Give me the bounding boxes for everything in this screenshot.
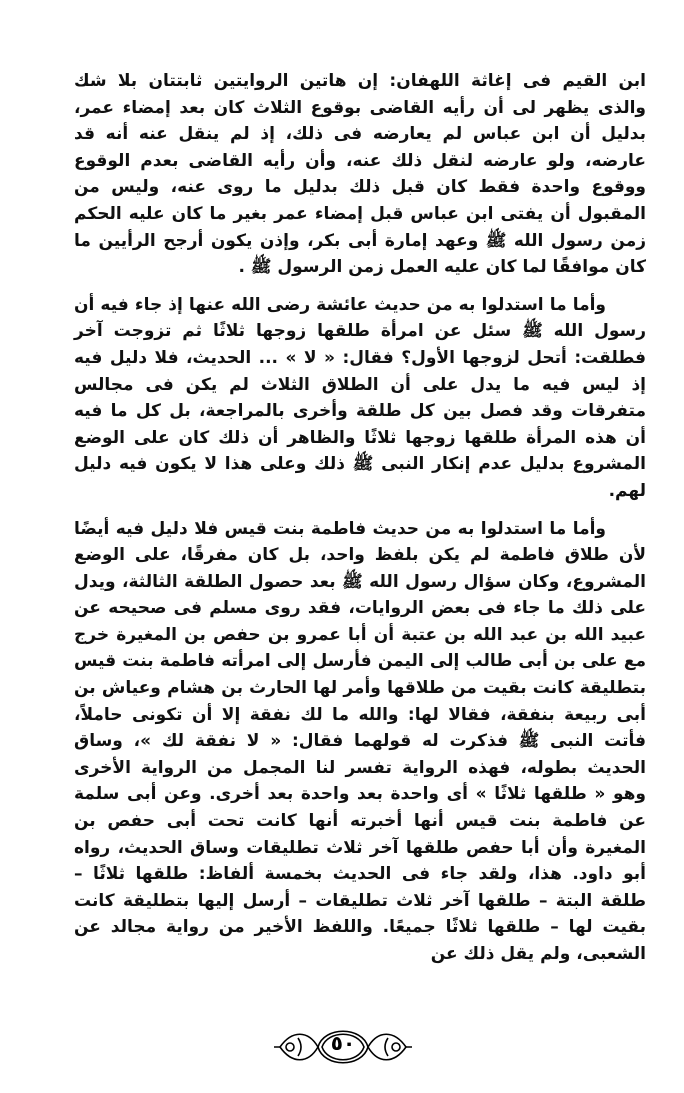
paragraph-2: وأما ما استدلوا به من حديث عائشة رضى الله عنها إذ جاء فيه أن رسول الله ﷺ سئل عن امرأة طلقها زوجها ثلاثًا ثم تزوجت آخر فطلقت: أتحل لزوجها الأول؟ فقال: « لا » ... الحديث، فلا دليل فيه إذ ليس فيه ما يدل على أن الطلاق الثلاث لم يكن فى مجالس متفرقات وقد فصل بين كل طلقة وأخرى بالمراجعة، بل كل ما فيه أن هذه المرأة طلقها زوجها ثلاثًا والظاهر أن ذلك كان على الوضع المشروع بدليل عدم إنكار النبى ﷺ ذلك وعلى هذا لا يكون فيه دليل لهم. [74, 294, 646, 501]
page-footer [0, 1018, 684, 1078]
body-text [74, 68, 646, 979]
page-number: ٥٠ [330, 1031, 356, 1055]
paragraph-3: وأما ما استدلوا به من حديث فاطمة بنت قيس فلا دليل فيه أيضًا لأن طلاق فاطمة لم يكن بلفظ واحد، بل كان مفرقًا، على الوضع المشروع، وكان سؤال رسول الله ﷺ بعد حصول الطلقة الثالثة، ويدل على ذلك ما جاء فى بعض الروايات، فقد روى مسلم فى صحيحه عن عبيد الله بن عبد الله بن عتبة أن أبا عمرو بن حفص بن المغيرة خرج مع على بن أبى طالب إلى اليمن فأرسل إلى امرأته فاطمة بنت قيس بتطليقة كانت بقيت من طلاقها وأمر لها الحارث بن هشام وعياش بن أبى ربيعة بنفقة، فقالا لها: والله ما لك نفقة إلا أن تكونى حاملاً، فأتت النبى ﷺ فذكرت له قولهما فقال: « لا نفقة لك »، وساق الحديث بطوله، فهذه الرواية تفسر لنا المجمل من الرواية الأخرى وهو « طلقها ثلاثًا » أى واحدة بعد واحدة بعد أخرى. وعن أبى سلمة عن فاطمة بنت قيس أنها أخبرته أنها كانت تحت أبى حفص بن المغيرة وأن أبا حفص طلقها آخر ثلاث تطليقات وساق الحديث، رواه أبو داود. هذا، ولقد جاء فى الحديث بخمسة ألفاظ: طلقها ثلاثًا – طلقة البتة – طلقها آخر ثلاث تطليقات – أرسل إليها بتطليقة كانت بقيت لها – طلقها ثلاثًا جميعًا. واللفظ الأخير من رواية مجالد عن الشعبى، ولم يقل ذلك عن [74, 518, 646, 964]
paragraph-1: ابن القيم فى إغاثة اللهفان: إن هاتين الروايتين ثابتتان بلا شك والذى يظهر لى أن رأيه القاضى بوقوع الثلاث كان بعد إمضاء عمر، بدليل أن ابن عباس لم يعارضه فى ذلك، إذ لم ينقل عنه أنه قد عارضه، ولو عارضه لنقل ذلك عنه، وأن رأيه القاضى بعدم الوقوع ووقوع واحدة فقط كان قبل ذلك بدليل ما روى عنه، وليس من المقبول أن يفتى ابن عباس قبل إمضاء عمر بغير ما كان عليه الحكم زمن رسول الله ﷺ وعهد إمارة أبى بكر، وإذن يكون أرجح الرأيين ما كان موافقًا لما كان عليه العمل زمن الرسول ﷺ . [74, 71, 646, 278]
